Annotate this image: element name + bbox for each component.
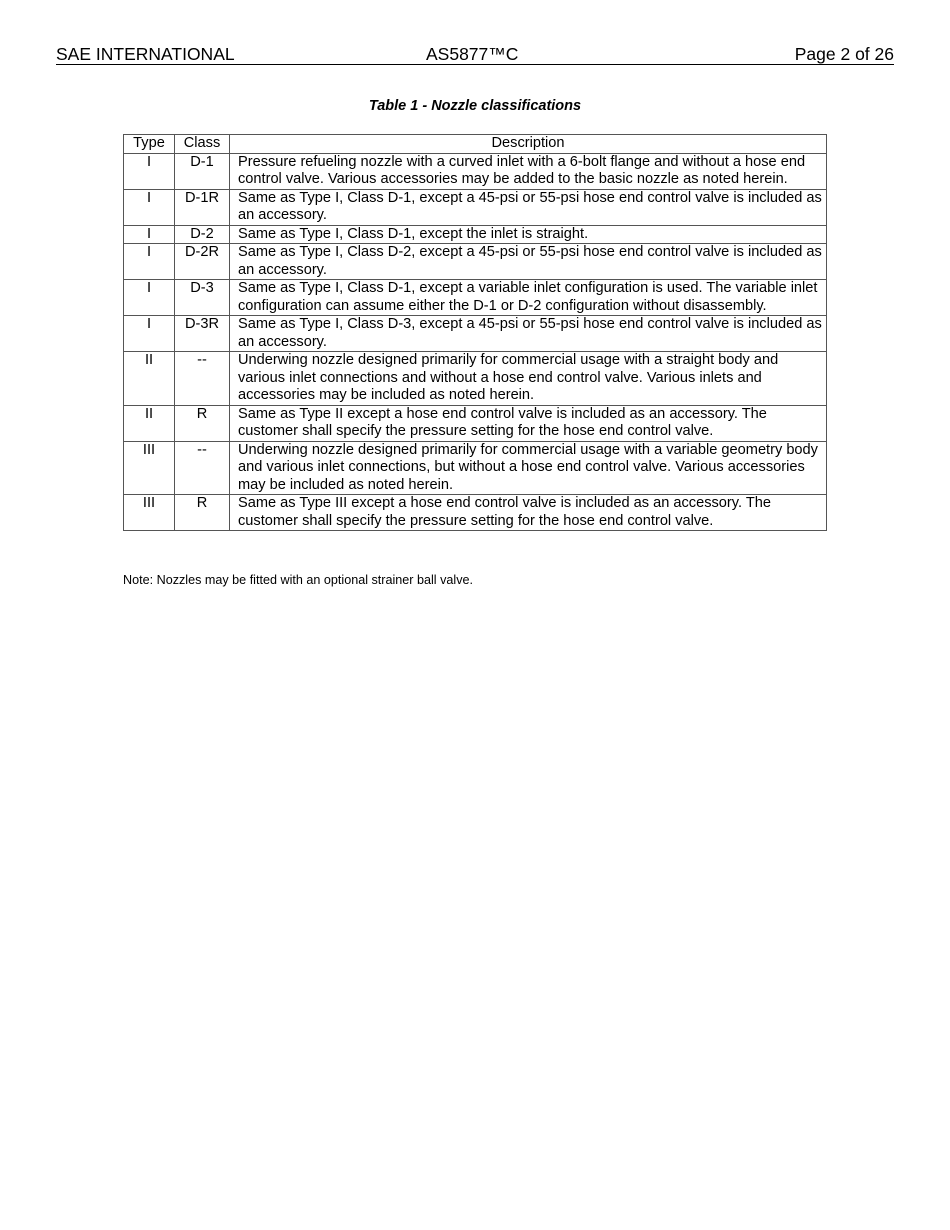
cell-description: Same as Type I, Class D-1, except a 45-psi or 55-psi hose end control valve is included as an accessory.: [230, 189, 827, 225]
cell-class: D-2R: [175, 244, 230, 280]
table-row: [124, 316, 827, 352]
table-note: Note: Nozzles may be fitted with an optional strainer ball valve.: [123, 573, 473, 587]
cell-type: I: [124, 153, 175, 189]
cell-class: R: [175, 495, 230, 531]
cell-type: III: [124, 495, 175, 531]
nozzle-classification-table: [123, 134, 827, 531]
table-row: [124, 225, 827, 244]
cell-type: I: [124, 316, 175, 352]
cell-type: III: [124, 441, 175, 495]
table-caption: Table 1 - Nozzle classifications: [368, 98, 582, 114]
cell-type: II: [124, 352, 175, 406]
cell-class: D-1R: [175, 189, 230, 225]
column-header-description: Description: [230, 135, 827, 154]
table-row: [124, 352, 827, 406]
cell-description: Underwing nozzle designed primarily for commercial usage with a straight body and various inlet connections and without a hose end control valve. Various inlets and accessories may be included as noted herein.: [230, 352, 827, 406]
table-row: [124, 153, 827, 189]
cell-class: D-3R: [175, 316, 230, 352]
cell-class: D-1: [175, 153, 230, 189]
table-row: [124, 405, 827, 441]
cell-description: Same as Type I, Class D-2, except a 45-psi or 55-psi hose end control valve is included as an accessory.: [230, 244, 827, 280]
table-row: [124, 280, 827, 316]
cell-class: D-2: [175, 225, 230, 244]
cell-class: --: [175, 352, 230, 406]
cell-description: Underwing nozzle designed primarily for commercial usage with a variable geometry body and various inlet connections, but without a hose end control valve. Various accessories may be included as noted herein.: [230, 441, 827, 495]
cell-type: II: [124, 405, 175, 441]
cell-class: --: [175, 441, 230, 495]
column-header-type: Type: [124, 135, 175, 154]
cell-type: I: [124, 280, 175, 316]
cell-type: I: [124, 225, 175, 244]
page-header: [56, 44, 894, 65]
publisher-name: SAE INTERNATIONAL: [56, 44, 235, 64]
document-number: AS5877™C: [426, 44, 519, 64]
page-number: Page 2 of 26: [794, 44, 894, 64]
cell-class: D-3: [175, 280, 230, 316]
table-row: [124, 495, 827, 531]
cell-description: Same as Type III except a hose end control valve is included as an accessory. The customer shall specify the pressure setting for the hose end control valve.: [230, 495, 827, 531]
cell-class: R: [175, 405, 230, 441]
table-row: [124, 189, 827, 225]
table-row: [124, 244, 827, 280]
cell-description: Pressure refueling nozzle with a curved inlet with a 6-bolt flange and without a hose end control valve. Various accessories may be added to the basic nozzle as noted herein.: [230, 153, 827, 189]
cell-description: Same as Type I, Class D-1, except the inlet is straight.: [230, 225, 827, 244]
cell-description: Same as Type I, Class D-1, except a variable inlet configuration is used. The variable inlet configuration can assume either the D-1 or D-2 configuration without disassembly.: [230, 280, 827, 316]
cell-description: Same as Type II except a hose end control valve is included as an accessory. The customer shall specify the pressure setting for the hose end control valve.: [230, 405, 827, 441]
cell-type: I: [124, 244, 175, 280]
cell-type: I: [124, 189, 175, 225]
column-header-class: Class: [175, 135, 230, 154]
cell-description: Same as Type I, Class D-3, except a 45-psi or 55-psi hose end control valve is included as an accessory.: [230, 316, 827, 352]
table-row: [124, 441, 827, 495]
table-header-row: [124, 135, 827, 154]
